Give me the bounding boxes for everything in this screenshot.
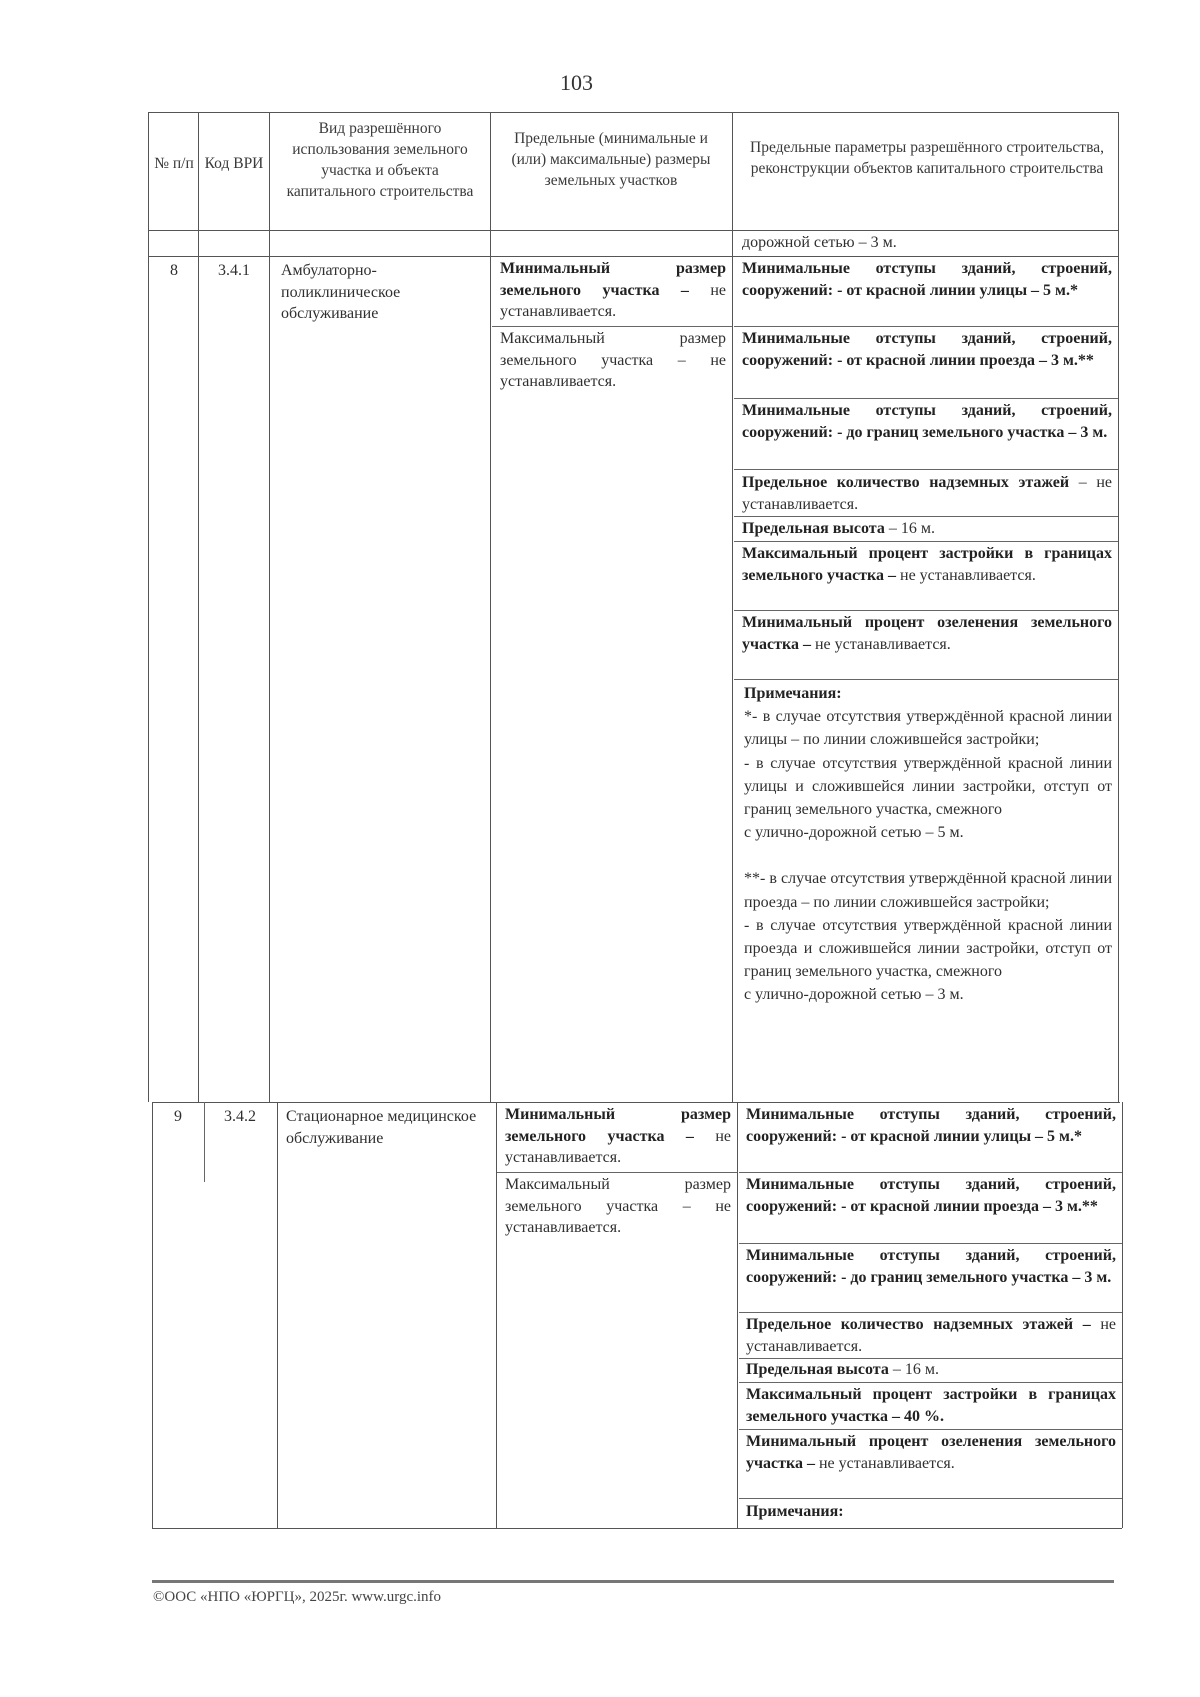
- footer-copyright: ©ООС «НПО «ЮРГЦ», 2025г. www.urgc.info: [153, 1589, 442, 1605]
- param-setback-street: [742, 258, 1112, 301]
- param-title: Минимальные отступы зданий, строений, сооружений:: [746, 1247, 1116, 1286]
- note-item: - в случае отсутствия утверждённой красной линии проезда и сложившейся линии застройки, отступ от границ земельного участка, смежного: [744, 916, 1112, 981]
- param-height: [742, 518, 1112, 540]
- param-title: Минимальный процент озеленения земельного участка –: [742, 614, 1112, 653]
- param-building-percent: [746, 1384, 1116, 1427]
- param-green-percent: [742, 612, 1112, 655]
- param-value: – не устанавливается.: [742, 474, 1112, 513]
- param-value: не устанавливается.: [818, 1454, 955, 1472]
- param-title: Минимальные отступы зданий, строений, сооружений:: [742, 260, 1112, 299]
- note-item: - в случае отсутствия утверждённой красной линии улицы и сложившейся линии застройки, отступ от границ земельного участка, смежного: [744, 754, 1112, 819]
- notes-title: Примечания:: [744, 685, 842, 702]
- param-title: Минимальные отступы зданий, строений, сооружений:: [742, 402, 1112, 441]
- row-num: 9: [174, 1108, 182, 1125]
- param-setback-boundary: [746, 1245, 1116, 1288]
- param-value: не устанавливается.: [814, 635, 951, 653]
- param-setback-passage: [742, 328, 1112, 371]
- param-value: - до границ земельного участка – 3 м.: [841, 1268, 1112, 1286]
- note-item: с улично-дорожной сетью – 5 м.: [744, 824, 964, 842]
- param-building-percent: [742, 543, 1112, 586]
- param-value: - до границ земельного участка – 3 м.: [837, 423, 1108, 441]
- param-height: [746, 1359, 1116, 1381]
- param-title: Максимальный процент застройки в границах земельного участка – 40 %.: [746, 1386, 1116, 1425]
- size-max-title: Максимальный размер земельного участка –: [505, 1176, 731, 1215]
- size-min-title: Минимальный размер земельного участка –: [505, 1106, 731, 1145]
- header-col-code: Код ВРИ: [204, 155, 264, 172]
- size-min-value: не устанавливается.: [505, 1127, 731, 1166]
- param-value: – 16 м.: [892, 1361, 939, 1378]
- note-item: **- в случае отсутствия утверждённой красной линии проезда – по линии сложившейся застройки;: [744, 870, 1112, 911]
- param-value: - от красной линии улицы – 5 м.*: [841, 1127, 1082, 1145]
- param-value: - от красной линии проезда – 3 м.**: [837, 351, 1094, 369]
- header-col-type: Вид разрешённого использования земельного участка и объекта капитального строительства: [286, 120, 474, 200]
- param-title: Предельное количество надземных этажей: [742, 474, 1070, 491]
- size-min: [500, 258, 726, 323]
- param-title: Предельная высота: [746, 1361, 889, 1378]
- row-code: 3.4.1: [218, 262, 250, 279]
- size-max: [500, 328, 726, 393]
- param-title: Минимальные отступы зданий, строений, сооружений:: [742, 330, 1112, 369]
- param-setback-passage: [746, 1174, 1116, 1217]
- continuation-text: дорожной сетью – 3 м.: [742, 234, 897, 251]
- row-name: Амбулаторно-поликлиническое обслуживание: [281, 262, 401, 322]
- size-max: [505, 1174, 731, 1239]
- row-name: Стационарное медицинское обслуживание: [286, 1108, 477, 1147]
- param-title: Максимальный процент застройки в границах земельного участка –: [742, 545, 1112, 584]
- param-floors: [746, 1314, 1116, 1357]
- header-col-params: Предельные параметры разрешённого строительства, реконструкции объектов капитального строительства: [750, 139, 1104, 177]
- page-number: 103: [560, 70, 593, 95]
- size-min-title: Минимальный размер земельного участка –: [500, 260, 726, 299]
- notes-title: Примечания:: [746, 1503, 844, 1520]
- row-num: 8: [170, 262, 178, 279]
- param-title: Предельное количество надземных этажей –: [746, 1316, 1091, 1333]
- size-min: [505, 1104, 731, 1169]
- param-title: Минимальные отступы зданий, строений, сооружений:: [746, 1106, 1116, 1145]
- param-setback-boundary: [742, 400, 1112, 443]
- param-title: Предельная высота: [742, 520, 885, 537]
- param-value: не устанавливается.: [900, 566, 1036, 584]
- param-value: - от красной линии проезда – 3 м.**: [841, 1197, 1098, 1215]
- header-col-num: № п/п: [154, 155, 194, 172]
- notes: [744, 682, 1112, 1007]
- param-value: - от красной линии улицы – 5 м.*: [837, 281, 1078, 299]
- size-max-value: не устанавливается.: [500, 351, 727, 390]
- note-item: *- в случае отсутствия утверждённой красной линии улицы – по линии сложившейся застройки;: [744, 708, 1112, 749]
- size-max-value: не устанавливается.: [505, 1197, 732, 1236]
- param-title: Минимальный процент озеленения земельного участка –: [746, 1433, 1116, 1472]
- size-max-title: Максимальный размер земельного участка –: [500, 330, 726, 369]
- param-floors: [742, 472, 1112, 515]
- param-green-percent: [746, 1431, 1116, 1474]
- param-setback-street: [746, 1104, 1116, 1147]
- param-title: Минимальные отступы зданий, строений, сооружений:: [746, 1176, 1116, 1215]
- size-min-value: не устанавливается.: [500, 281, 726, 320]
- param-value: – 16 м.: [888, 520, 935, 537]
- header-col-size: Предельные (минимальные и (или) максимальные) размеры земельных участков: [511, 130, 711, 189]
- row-code: 3.4.2: [224, 1108, 256, 1125]
- note-item: с улично-дорожной сетью – 3 м.: [744, 986, 964, 1004]
- footer-divider: [152, 1580, 1114, 1583]
- param-value: не устанавливается.: [746, 1316, 1117, 1355]
